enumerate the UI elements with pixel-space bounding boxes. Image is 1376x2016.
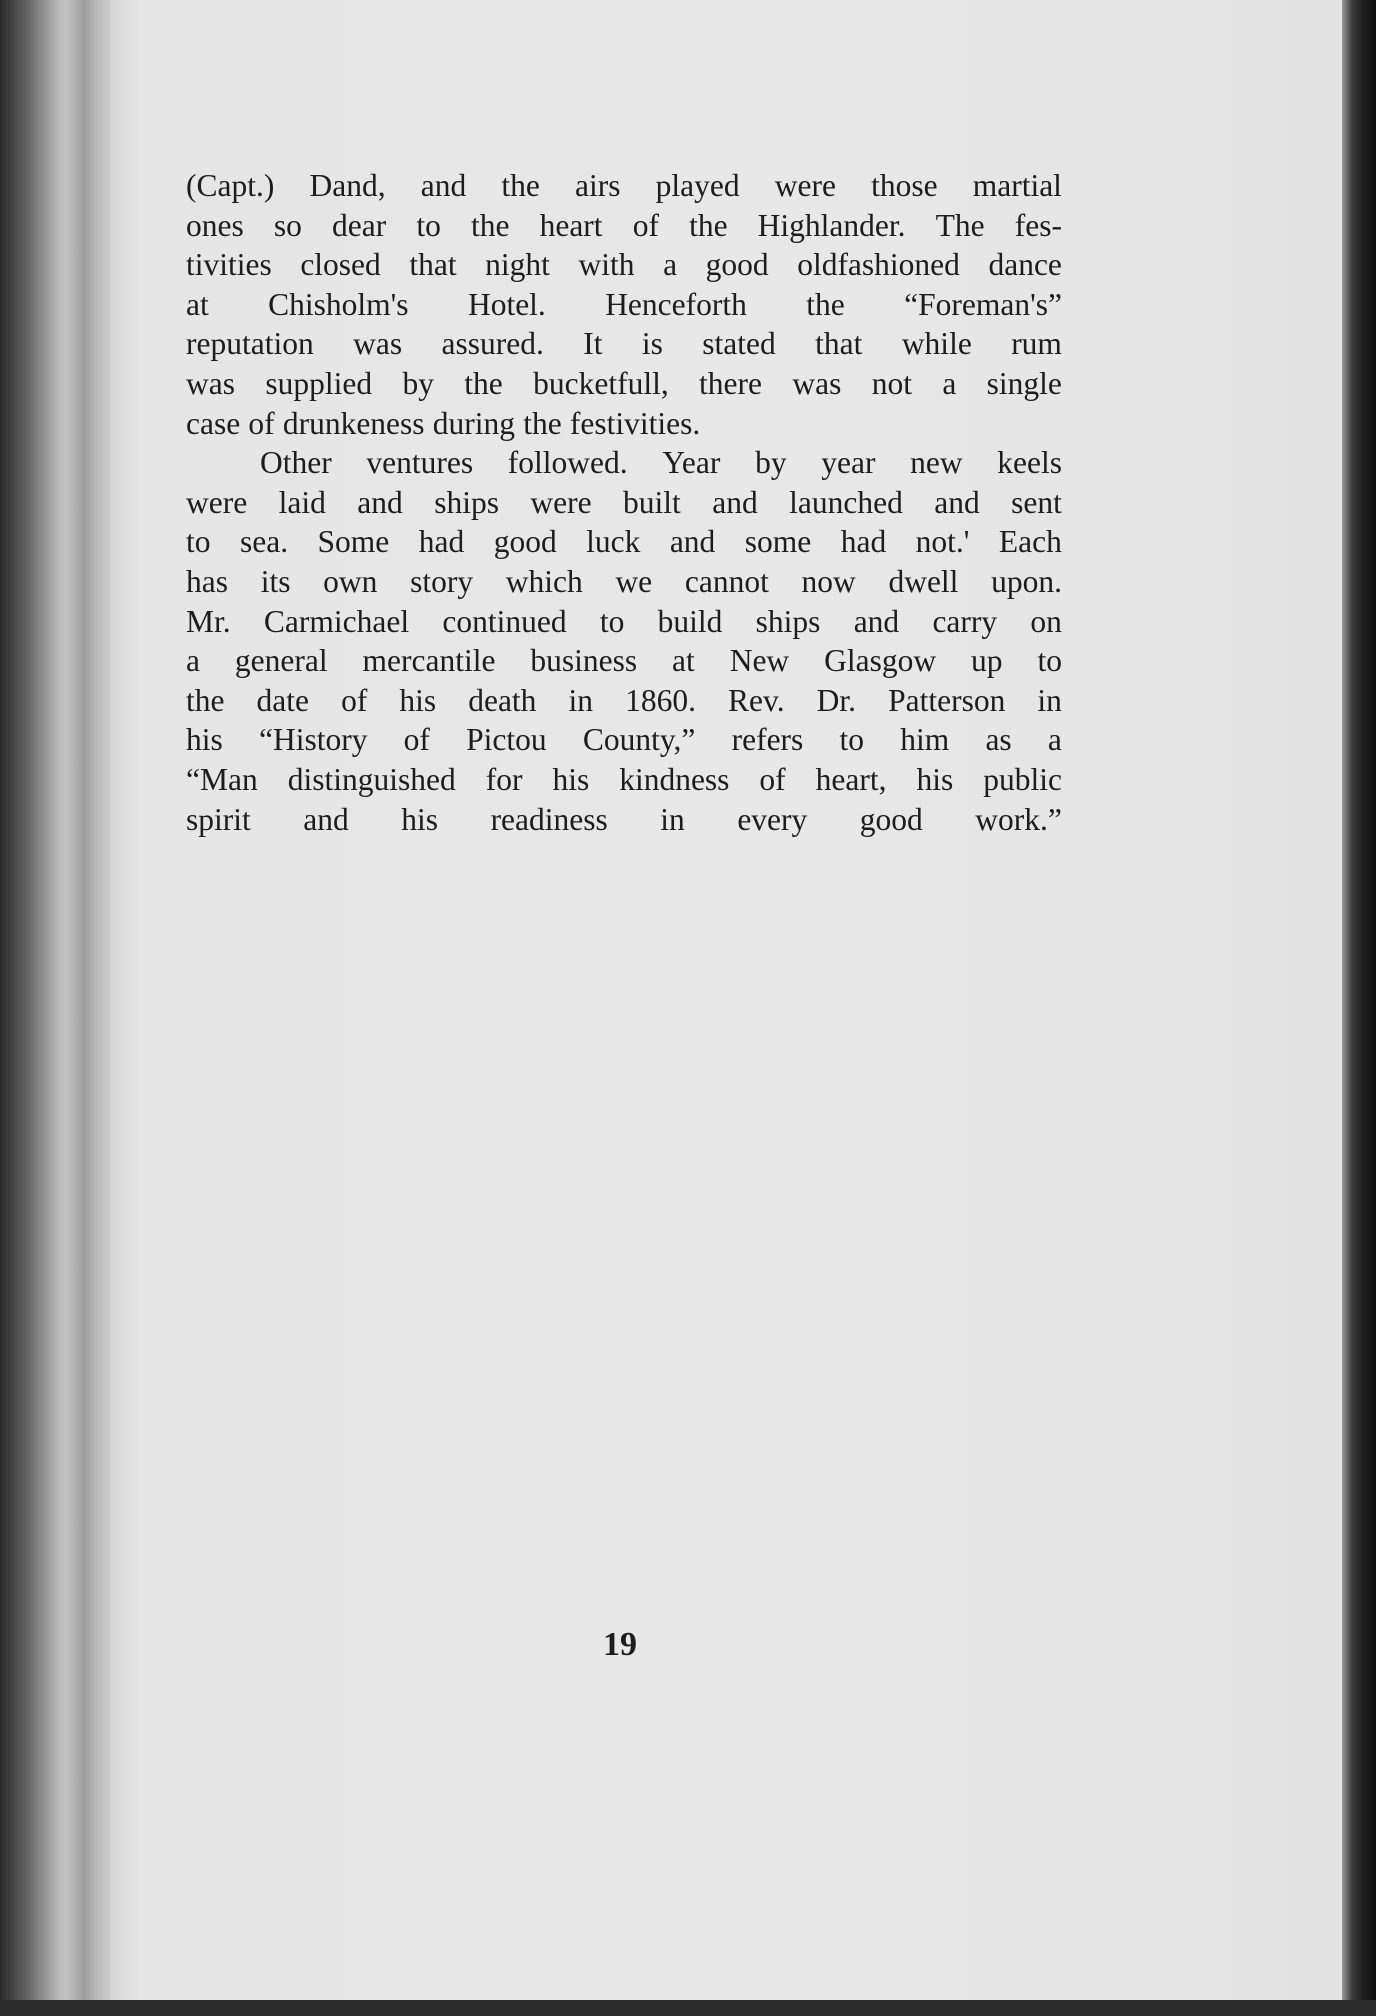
word: Some [317, 524, 390, 560]
word: him [900, 722, 950, 758]
word: built [623, 484, 681, 520]
word: kindness [619, 761, 730, 797]
word: dear [332, 207, 387, 243]
word: of [403, 722, 430, 758]
word: to [186, 524, 211, 560]
word: that [815, 326, 863, 362]
word: bucketfull, [533, 365, 669, 401]
word: stated [702, 326, 776, 362]
word: case [186, 405, 241, 441]
text-line [186, 206, 1062, 246]
word: and [712, 484, 758, 520]
right-page-edge [1342, 0, 1376, 2016]
text-line [186, 602, 1062, 642]
word: at [186, 286, 209, 322]
word: a [186, 643, 200, 679]
text-line [186, 324, 1062, 364]
word: is [641, 326, 663, 362]
word: so [273, 207, 302, 243]
text-line [186, 839, 1062, 879]
word: a [663, 247, 678, 283]
word: ships [434, 484, 499, 520]
word: Rev. [728, 682, 785, 718]
word: upon. [991, 563, 1062, 599]
word: assured. [441, 326, 544, 362]
word: there [699, 365, 763, 401]
word: Henceforth [605, 286, 747, 322]
text-line [186, 285, 1062, 325]
word: own [323, 563, 378, 599]
word: Other [260, 445, 332, 481]
text-line [186, 760, 1062, 800]
word: the [689, 207, 728, 243]
word: build [657, 603, 723, 639]
word: dance [988, 247, 1062, 283]
word: in [660, 801, 685, 837]
word: his [399, 682, 437, 718]
word: by [755, 445, 787, 481]
word: played [655, 168, 740, 203]
text-line [186, 720, 1062, 760]
word: a [1047, 722, 1062, 758]
word: by [402, 365, 434, 401]
word: martial [972, 168, 1062, 203]
word: closed [300, 247, 381, 283]
word: dwell [888, 563, 959, 599]
word: festivities. [569, 405, 701, 441]
word: while [901, 326, 972, 362]
word: luck [586, 524, 641, 560]
word: heart, [815, 761, 887, 797]
word: Dr. [816, 682, 857, 718]
word: distinguished [287, 761, 456, 797]
word: drunkeness [282, 405, 425, 441]
word: general [234, 643, 328, 679]
word: night [485, 247, 550, 283]
word: good [859, 801, 923, 837]
gutter-shadow [66, 0, 112, 2016]
word: Highlander. [757, 207, 906, 243]
word: the [523, 405, 562, 441]
word: oldfashioned [797, 247, 960, 283]
word: and [853, 603, 900, 639]
text-line [186, 404, 1062, 444]
word: some [744, 524, 812, 560]
word: rum [1011, 326, 1062, 362]
word: story [410, 563, 474, 599]
word: during [432, 405, 515, 441]
word: The [935, 207, 985, 243]
word: death [468, 682, 537, 718]
text-line [186, 522, 1062, 562]
word: now [801, 563, 856, 599]
text-line [186, 364, 1062, 404]
word: “Foreman's” [904, 286, 1062, 322]
word: of [248, 405, 275, 441]
word: Hotel. [467, 286, 546, 322]
word: of [341, 682, 368, 718]
word: good [705, 247, 769, 283]
text-line [186, 245, 1062, 285]
text-line [186, 681, 1062, 721]
word: Chisholm's [268, 286, 409, 322]
word: tivities [186, 247, 272, 283]
word: 1860. [625, 682, 696, 718]
paragraph-1 [186, 166, 1062, 443]
text-line [186, 166, 1062, 206]
word: his [916, 761, 954, 797]
word: with [578, 247, 635, 283]
word: date [256, 682, 310, 718]
body-text [186, 166, 1062, 879]
word: reputation [186, 326, 314, 362]
word: and [357, 484, 403, 520]
word: to [599, 603, 625, 639]
word: heart [539, 207, 603, 243]
word: and [934, 484, 980, 520]
word: business [530, 643, 638, 679]
word: was [353, 326, 403, 362]
word: cannot [684, 563, 769, 599]
word: public [983, 761, 1062, 797]
word: New [729, 643, 790, 679]
word: “Man [186, 761, 258, 797]
word: the [464, 365, 503, 401]
word: and [669, 524, 716, 560]
word: in [1037, 682, 1062, 718]
word: and [420, 168, 467, 203]
word: good [493, 524, 557, 560]
word: launched [789, 484, 903, 520]
text-line [186, 800, 1062, 840]
word: “History [258, 722, 368, 758]
word: as [985, 722, 1012, 758]
word: sent [1011, 484, 1062, 520]
word: had [840, 524, 887, 560]
word: every [737, 801, 808, 837]
word: to [1037, 643, 1062, 679]
word: Dand, [309, 168, 386, 203]
text-line [186, 562, 1062, 602]
word: Carmichael [263, 603, 410, 639]
word: ships [755, 603, 821, 639]
word: mercantile [362, 643, 496, 679]
word: those [871, 168, 938, 203]
word: which [505, 563, 583, 599]
word: were [774, 168, 836, 203]
word: It [583, 326, 603, 362]
word: the [501, 168, 540, 203]
word: the [806, 286, 845, 322]
word: followed. [507, 445, 628, 481]
word: fes- [1014, 207, 1062, 243]
word: Each [998, 524, 1062, 560]
word: the [470, 207, 510, 243]
word: Mr. [186, 603, 231, 639]
word: has [186, 563, 228, 599]
word: we [615, 563, 653, 599]
word: continued [442, 603, 567, 639]
word: in [568, 682, 594, 718]
word: its [260, 563, 291, 599]
word: up [971, 643, 1003, 679]
word: supplied [265, 365, 373, 401]
word: not.' [915, 524, 970, 560]
text-line [186, 443, 1062, 483]
word: his [552, 761, 590, 797]
word: were [530, 484, 592, 520]
word: ones [186, 207, 244, 243]
word: to [416, 207, 441, 243]
word: of [759, 761, 786, 797]
word: a [942, 365, 957, 401]
word: readiness [490, 801, 608, 837]
word: ventures [366, 445, 474, 481]
paragraph-2 [186, 443, 1062, 879]
word: on [1030, 603, 1062, 639]
bottom-page-edge [0, 2000, 1376, 2016]
word: at [672, 643, 695, 679]
word: his [401, 801, 439, 837]
word: of [632, 207, 659, 243]
word: laid [278, 484, 326, 520]
word: spirit [186, 801, 251, 837]
word: work.” [975, 801, 1062, 837]
word: Year [662, 445, 721, 481]
word: carry [932, 603, 998, 639]
word: new [910, 445, 963, 481]
word: to [839, 722, 865, 758]
word: were [186, 484, 248, 520]
word: was [186, 365, 235, 401]
word: Pictou [466, 722, 547, 758]
word: County,” [582, 722, 696, 758]
word: was [792, 365, 842, 401]
word: had [418, 524, 465, 560]
word: Patterson [888, 682, 1006, 718]
word: and [303, 801, 349, 837]
word: that [409, 247, 457, 283]
word: the [186, 682, 225, 718]
word: keels [997, 445, 1062, 481]
text-line [186, 483, 1062, 523]
text-line [186, 641, 1062, 681]
word: sea. [239, 524, 289, 560]
word: (Capt.) [186, 168, 275, 203]
word: his [186, 722, 223, 758]
word: not [871, 365, 912, 401]
word: Glasgow [824, 643, 937, 679]
word: airs [575, 168, 621, 203]
word: single [986, 365, 1062, 401]
word: for [485, 761, 523, 797]
word: refers [731, 722, 804, 758]
page-number: 19 [603, 1626, 637, 1663]
word: year [821, 445, 876, 481]
